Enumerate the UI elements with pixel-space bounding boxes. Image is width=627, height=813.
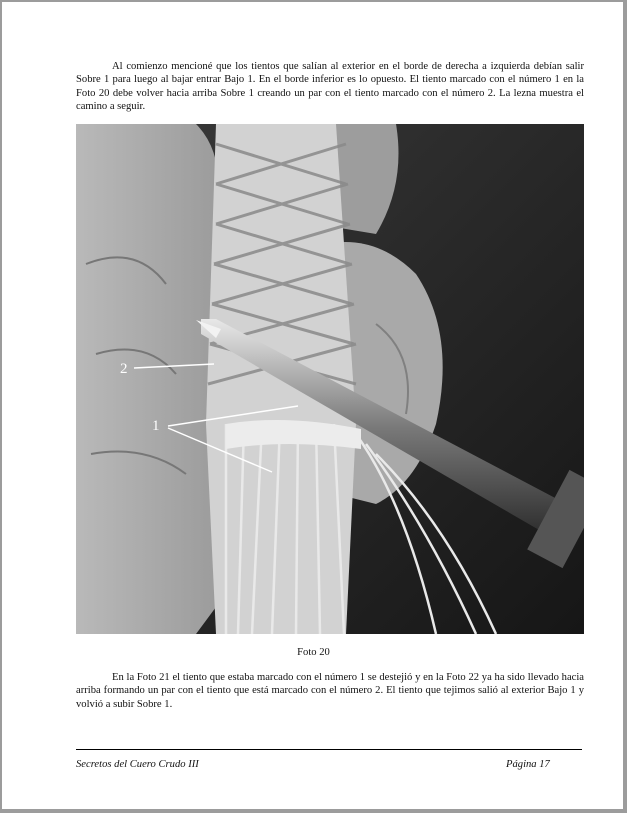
footer-page-number: Página 17: [506, 759, 550, 770]
footer-divider: [76, 749, 582, 750]
photo-label-1: 1: [152, 418, 160, 434]
paragraph-intro: [76, 60, 584, 114]
paragraph-followup-text: En la Foto 21 el tiento que estaba marcado con el número 1 se destejió y en la Foto 22 ya ha sido llevado hacia arriba formando un par con el tiento que está marcado con el número 2. El tiento que tejimos salió al exterior Bajo 1 y volvió a subir Sobre 1.: [76, 672, 584, 710]
footer-book-title: Secretos del Cuero Crudo III: [76, 759, 199, 770]
photo-caption: Foto 20: [297, 647, 330, 658]
photo-braiding: [76, 124, 584, 634]
paragraph-followup: [76, 671, 584, 711]
paragraph-intro-text: Al comienzo mencioné que los tientos que salían al exterior en el borde de derecha a izquierda debían salir Sobre 1 para luego al bajar entrar Bajo 1. En el borde inferior es lo opuesto. El tiento marcado con el número 1 en la Foto 20 debe volver hacia arriba Sobre 1 creando un par con el tiento marcado con el número 2. La lezna muestra el camino a seguir.: [76, 61, 584, 113]
photo-illustration: [76, 124, 584, 634]
photo-label-2: 2: [120, 361, 128, 377]
